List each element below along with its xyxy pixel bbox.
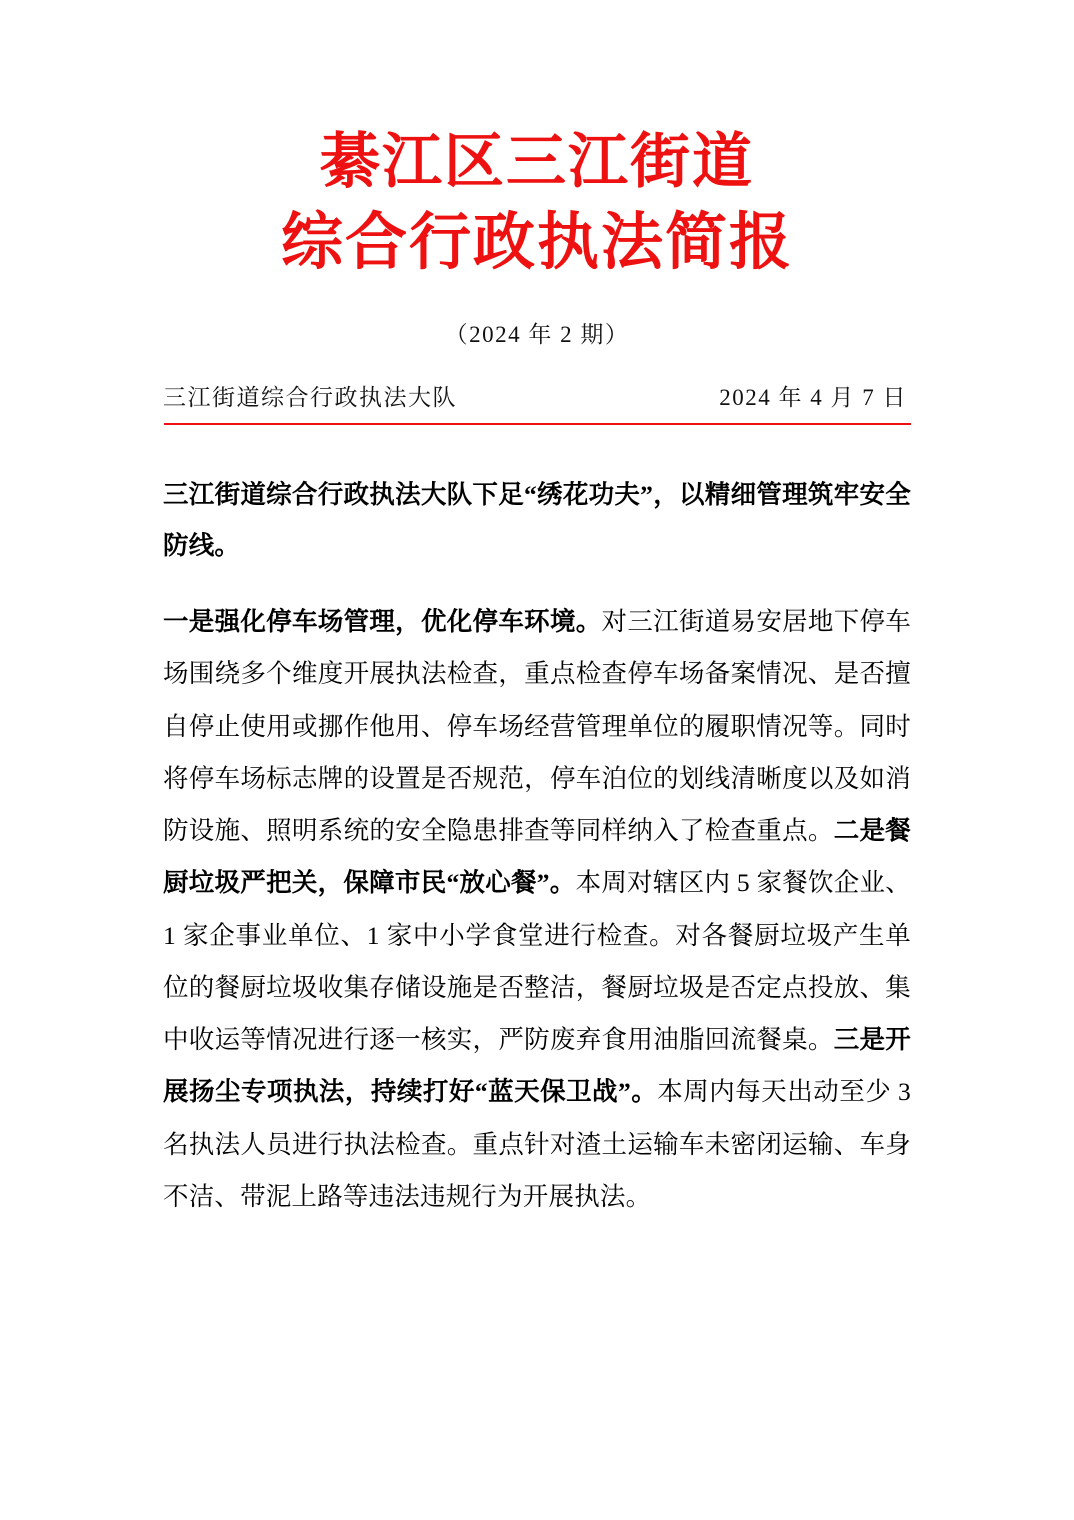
issuing-department: 三江街道综合行政执法大队 <box>163 384 457 410</box>
masthead-divider-rule <box>164 423 911 425</box>
document-body <box>163 469 911 1224</box>
publish-date: 2024 年 4 月 7 日 <box>719 384 907 410</box>
body-paragraph <box>163 596 911 1223</box>
masthead <box>163 0 911 280</box>
lead-heading: 三江街道综合行政执法大队下足“绣花功夫”，以精细管理筑牢安全防线。 <box>163 479 911 560</box>
paragraph-segment-2: 二是餐厨垃圾严把关，保障市民“放心餐”。 <box>163 816 911 898</box>
issue-number: （2024 年 2 期） <box>444 321 630 347</box>
masthead-title-line-2: 综合行政执法简报 <box>280 208 793 277</box>
paragraph-segment-3: 本周对辖区内 5 家餐饮企业、1 家企事业单位、1 家中小学食堂进行检查。对各餐厨垃圾产生单位的餐厨垃圾收集存储设施是否整洁，餐厨垃圾是否定点投放、集中收运等情况进行逐一核实，严防废弃食用油脂回流餐桌。 <box>163 868 911 1055</box>
paragraph-segment-5: 本周内每天出动至少 3 名执法人员进行执法检查。重点针对渣土运输车未密闭运输、车身不洁、带泥上路等违法违规行为开展执法。 <box>163 1077 911 1211</box>
paragraph-segment-0: 一是强化停车场管理，优化停车环境。 <box>163 607 602 636</box>
paragraph-segment-1: 对三江街道易安居地下停车场围绕多个维度开展执法检查，重点检查停车场备案情况、是否擅自停止使用或挪作他用、停车场经营管理单位的履职情况等。同时将停车场标志牌的设置是否规范，停车泊位的划线清晰度以及如消防设施、照明系统的安全隐患排查等同样纳入了检查重点。 <box>163 607 912 846</box>
byline-row <box>163 379 911 412</box>
paragraph-segment-4: 三是开展扬尘专项执法，持续打好“蓝天保卫战”。 <box>163 1025 911 1107</box>
masthead-title-line-1: 綦江区三江街道 <box>320 129 754 195</box>
